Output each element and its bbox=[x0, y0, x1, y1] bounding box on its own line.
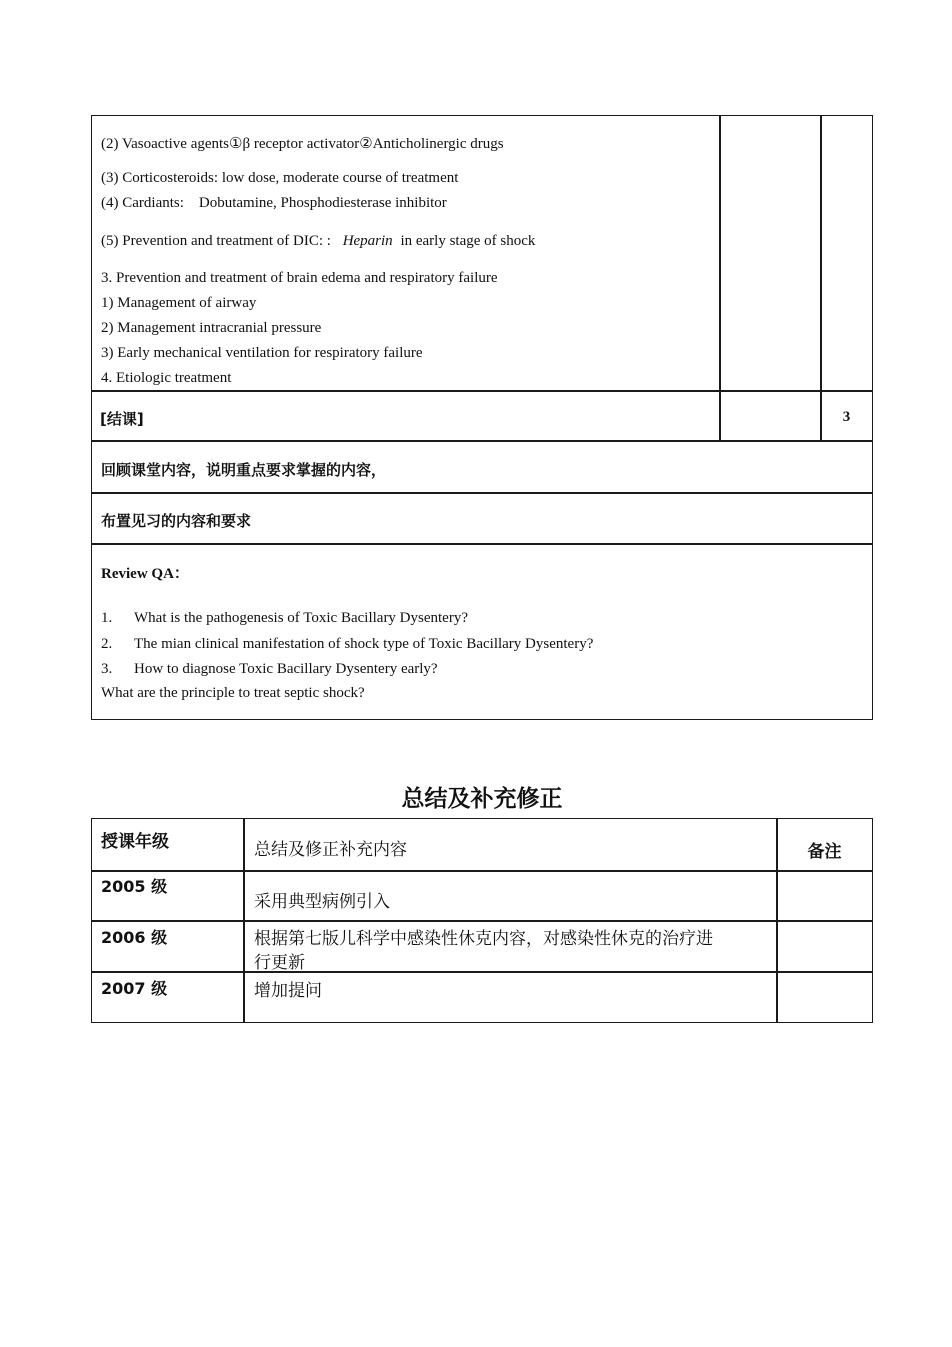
content-line: (4) Cardiants: Dobutamine, Phosphodiesterase inhibitor bbox=[101, 195, 447, 211]
section-empty-cell bbox=[719, 390, 822, 442]
assignment-line: 布置见习的内容和要求 bbox=[101, 512, 252, 530]
heparin-term: Heparin bbox=[342, 233, 393, 249]
grade-label: 2005 级 bbox=[101, 877, 168, 896]
content-cell bbox=[243, 971, 778, 1023]
header-grade: 授课年级 bbox=[101, 832, 169, 852]
notes-cell bbox=[776, 920, 873, 973]
header-content: 总结及修正补充内容 bbox=[254, 840, 407, 860]
dic-label: (5) Prevention and treatment of DIC: : bbox=[101, 233, 331, 249]
content-line: 1) Management of airway bbox=[101, 295, 257, 311]
empty-col-a bbox=[719, 115, 822, 392]
qa-title: Review QA： bbox=[101, 566, 189, 582]
section-label: [结课] bbox=[100, 410, 144, 428]
dic-tail: in early stage of shock bbox=[400, 233, 536, 249]
section-minutes: 3 bbox=[842, 409, 851, 425]
qa-question: What is the pathogenesis of Toxic Bacillary Dysentery? bbox=[134, 610, 468, 626]
grade-label: 2006 级 bbox=[101, 928, 168, 947]
empty-col-b bbox=[820, 115, 873, 392]
qa-number: 3. bbox=[101, 661, 113, 677]
section-label-cell bbox=[91, 390, 721, 442]
content-line: 4. Etiologic treatment bbox=[101, 370, 232, 386]
qa-question: How to diagnose Toxic Bacillary Dysentery early? bbox=[134, 661, 438, 677]
content-line-dic bbox=[101, 233, 535, 250]
content-line: (3) Corticosteroids: low dose, moderate course of treatment bbox=[101, 170, 459, 186]
qa-number: 1. bbox=[101, 610, 113, 626]
summary-title: 总结及补充修正 bbox=[401, 786, 563, 812]
row-content: 根据第七版儿科学中感染性休克内容，对感染性休克的治疗进 bbox=[254, 929, 713, 949]
content-line: 3. Prevention and treatment of brain edema and respiratory failure bbox=[101, 270, 498, 286]
qa-number: 2. bbox=[101, 636, 113, 652]
content-line: 2) Management intracranial pressure bbox=[101, 320, 322, 336]
row-content: 增加提问 bbox=[254, 981, 322, 1001]
row-content: 采用典型病例引入 bbox=[254, 892, 390, 912]
review-line: 回顾课堂内容，说明重点要求掌握的内容， bbox=[101, 461, 387, 479]
content-line: 3) Early mechanical ventilation for respiratory failure bbox=[101, 345, 423, 361]
header-notes: 备注 bbox=[807, 842, 842, 862]
row-content-cont: 行更新 bbox=[254, 953, 305, 973]
notes-cell bbox=[776, 870, 873, 922]
qa-question: The mian clinical manifestation of shock type of Toxic Bacillary Dysentery? bbox=[134, 636, 594, 652]
grade-label: 2007 级 bbox=[101, 979, 168, 998]
qa-question-last: What are the principle to treat septic shock? bbox=[101, 685, 365, 701]
content-line: (2) Vasoactive agents①β receptor activator②Anticholinergic drugs bbox=[101, 136, 504, 152]
notes-cell bbox=[776, 971, 873, 1023]
